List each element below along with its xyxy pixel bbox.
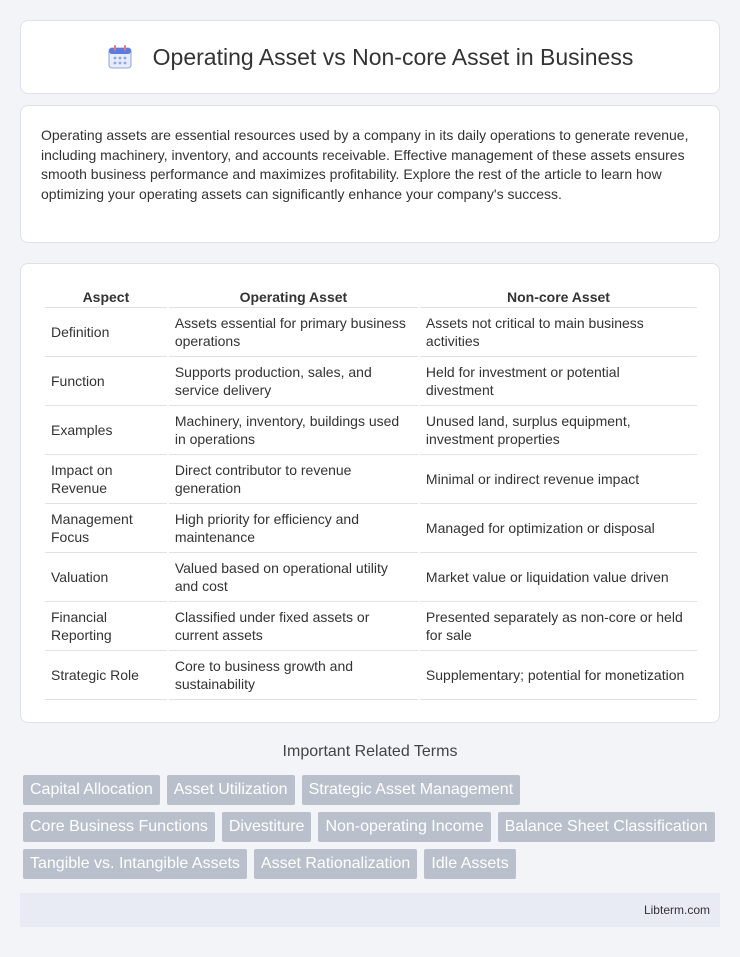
header-aspect: Aspect xyxy=(45,286,167,308)
footer xyxy=(20,893,720,927)
non-core-asset-cell: Assets not critical to main business activities xyxy=(420,308,697,357)
page-title: Operating Asset vs Non-core Asset in Business xyxy=(152,43,634,70)
tag-row xyxy=(23,812,723,842)
operating-asset-cell: High priority for efficiency and maintenance xyxy=(169,504,418,553)
tag-row xyxy=(23,849,723,879)
operating-asset-cell: Classified under fixed assets or current assets xyxy=(169,602,418,651)
related-term-tag[interactable]: Tangible vs. Intangible Assets xyxy=(23,849,247,879)
operating-asset-cell: Supports production, sales, and service delivery xyxy=(169,357,418,406)
comparison-table xyxy=(43,286,699,700)
table-row xyxy=(45,406,697,455)
related-term-tag[interactable]: Capital Allocation xyxy=(23,775,160,805)
related-term-tag[interactable]: Idle Assets xyxy=(424,849,515,879)
operating-asset-cell: Valued based on operational utility and cost xyxy=(169,553,418,602)
operating-asset-cell: Machinery, inventory, buildings used in operations xyxy=(169,406,418,455)
title-card xyxy=(20,20,720,94)
intro-card xyxy=(20,105,720,243)
non-core-asset-cell: Unused land, surplus equipment, investment properties xyxy=(420,406,697,455)
table-row xyxy=(45,602,697,651)
related-term-tag[interactable]: Core Business Functions xyxy=(23,812,215,842)
related-terms-title: Important Related Terms xyxy=(282,743,458,760)
footer-site[interactable]: Libterm.com xyxy=(643,903,710,917)
aspect-cell: Definition xyxy=(45,308,167,357)
related-term-tag[interactable]: Strategic Asset Management xyxy=(302,775,521,805)
non-core-asset-cell: Minimal or indirect revenue impact xyxy=(420,455,697,504)
operating-asset-cell: Assets essential for primary business operations xyxy=(169,308,418,357)
tag-row xyxy=(23,775,723,805)
non-core-asset-cell: Presented separately as non-core or held for sale xyxy=(420,602,697,651)
table-row xyxy=(45,553,697,602)
header-non-core-asset: Non-core Asset xyxy=(420,286,697,308)
aspect-cell: Strategic Role xyxy=(45,651,167,700)
related-terms xyxy=(23,775,723,886)
non-core-asset-cell: Managed for optimization or disposal xyxy=(420,504,697,553)
aspect-cell: Function xyxy=(45,357,167,406)
related-term-tag[interactable]: Non-operating Income xyxy=(318,812,490,842)
table-row xyxy=(45,504,697,553)
calendar-icon xyxy=(107,44,133,70)
non-core-asset-cell: Held for investment or potential divestment xyxy=(420,357,697,406)
intro-text: Operating assets are essential resources used by a company in its daily operations to generate revenue, including machinery, inventory, and accounts receivable. Effective management of these assets ensures smooth business performance and maximizes profitability. Explore the rest of the article to learn how optimizing your operating assets can significantly enhance your company's success. xyxy=(41,127,689,202)
aspect-cell: Management Focus xyxy=(45,504,167,553)
table-row xyxy=(45,357,697,406)
table-row xyxy=(45,308,697,357)
aspect-cell: Impact on Revenue xyxy=(45,455,167,504)
non-core-asset-cell: Market value or liquidation value driven xyxy=(420,553,697,602)
related-term-tag[interactable]: Asset Rationalization xyxy=(254,849,417,879)
header-operating-asset: Operating Asset xyxy=(169,286,418,308)
table-row xyxy=(45,455,697,504)
aspect-cell: Financial Reporting xyxy=(45,602,167,651)
aspect-cell: Valuation xyxy=(45,553,167,602)
related-term-tag[interactable]: Asset Utilization xyxy=(167,775,295,805)
table-header-row xyxy=(45,286,697,308)
comparison-table-card xyxy=(20,263,720,723)
related-term-tag[interactable]: Balance Sheet Classification xyxy=(498,812,715,842)
operating-asset-cell: Core to business growth and sustainability xyxy=(169,651,418,700)
operating-asset-cell: Direct contributor to revenue generation xyxy=(169,455,418,504)
aspect-cell: Examples xyxy=(45,406,167,455)
related-term-tag[interactable]: Divestiture xyxy=(222,812,312,842)
non-core-asset-cell: Supplementary; potential for monetization xyxy=(420,651,697,700)
table-row xyxy=(45,651,697,700)
